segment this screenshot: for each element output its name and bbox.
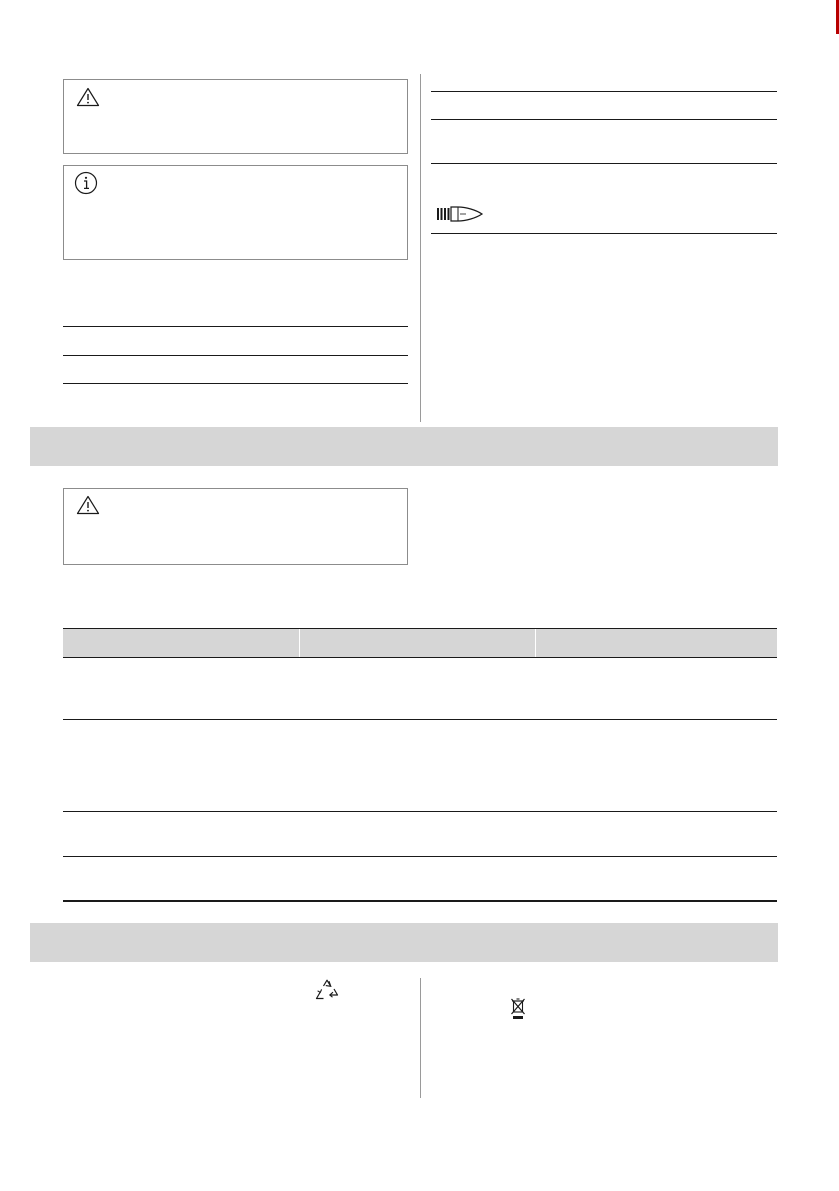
divider-right-1 (431, 91, 777, 92)
warning-box-middle (63, 488, 408, 565)
table-header-row (63, 628, 777, 658)
info-circle-icon (74, 171, 98, 195)
table-header-divider-2 (535, 629, 536, 657)
column-separator-top (420, 74, 421, 422)
info-box-top (63, 165, 408, 260)
warning-box-top (63, 79, 408, 154)
lamp-bulb-icon (436, 204, 484, 224)
divider-left-3 (63, 383, 408, 384)
column-separator-bottom (420, 978, 421, 1098)
table-row-divider-1 (63, 719, 777, 720)
warning-triangle-icon (76, 495, 100, 515)
section-heading-band-2 (30, 923, 778, 962)
table-header-divider-1 (299, 629, 300, 657)
divider-right-2 (431, 119, 777, 120)
divider-left-2 (63, 355, 408, 356)
table-row-divider-3 (63, 856, 777, 857)
divider-right-4 (431, 233, 777, 234)
crossed-bin-icon (510, 997, 526, 1021)
recycle-icon (314, 978, 340, 1002)
warning-triangle-icon (76, 87, 100, 107)
divider-left-1 (63, 326, 408, 327)
table-bottom-border (63, 900, 777, 902)
table-row-divider-2 (63, 811, 777, 812)
divider-right-3 (431, 163, 777, 164)
section-heading-band-1 (30, 427, 778, 466)
